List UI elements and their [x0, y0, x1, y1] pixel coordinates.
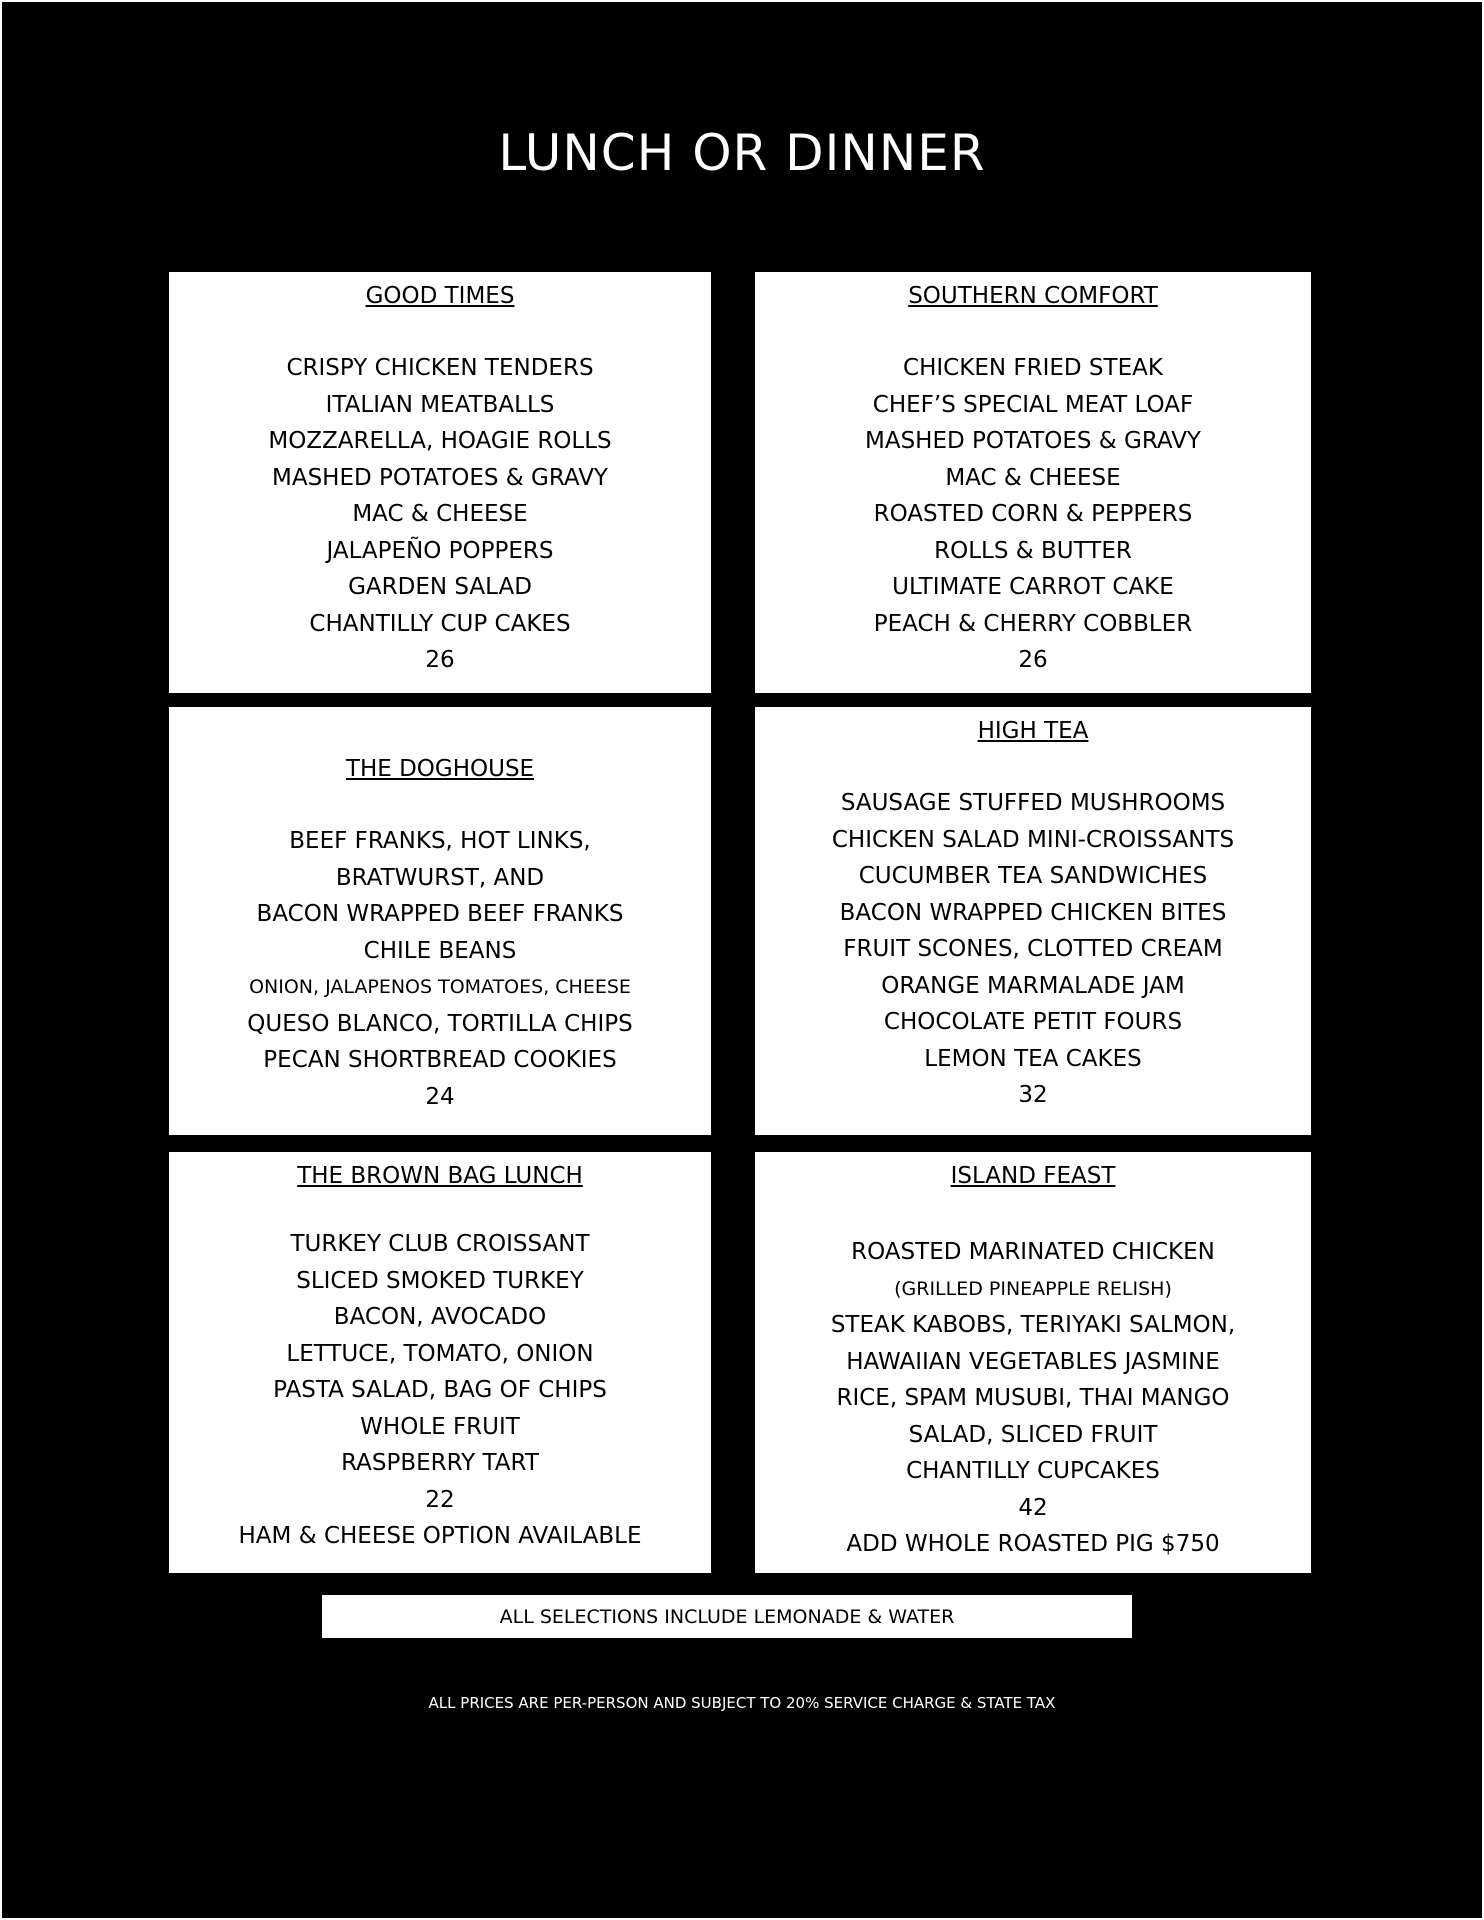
menu-price: 24	[425, 1083, 455, 1110]
menu-item: LEMON TEA CAKES	[924, 1045, 1142, 1072]
menu-item: MAC & CHEESE	[352, 501, 528, 527]
menu-item: PEACH & CHERRY COBBLER	[873, 610, 1193, 637]
menu-items	[268, 350, 611, 679]
menu-item: PECAN SHORTBREAD COOKIES	[263, 1047, 617, 1073]
menu-item: SLICED SMOKED TURKEY	[296, 1267, 584, 1294]
menu-item: ROASTED MARINATED CHICKEN	[851, 1239, 1215, 1265]
menu-card-good-times	[169, 272, 711, 693]
menu-item: ROLLS & BUTTER	[934, 537, 1132, 564]
menu-item: MASHED POTATOES & GRAVY	[272, 464, 608, 491]
menu-item: SALAD, SLICED FRUIT	[908, 1421, 1158, 1448]
menu-card-southern-comfort	[755, 272, 1311, 693]
menu-item: MASHED POTATOES & GRAVY	[865, 428, 1201, 454]
menu-item: BACON WRAPPED CHICKEN BITES	[839, 899, 1227, 926]
menu-item: RASPBERRY TART	[341, 1450, 539, 1476]
menu-title: THE DOGHOUSE	[345, 756, 535, 782]
menu-item: RICE, SPAM MUSUBI, THAI MANGO	[836, 1385, 1230, 1411]
menu-card-high-tea	[755, 707, 1311, 1135]
menu-price: 26	[1018, 647, 1048, 673]
menu-card-doghouse	[169, 707, 711, 1135]
menu-item: TURKEY CLUB CROISSANT	[290, 1231, 590, 1257]
menu-item: ROASTED CORN & PEPPERS	[873, 501, 1193, 527]
menu-title: SOUTHERN COMFORT	[908, 283, 1158, 309]
menu-item: CUCUMBER TEA SANDWICHES	[858, 863, 1208, 889]
menu-item: WHOLE FRUIT	[360, 1413, 520, 1440]
menu-items	[865, 350, 1201, 679]
included-drinks-banner: ALL SELECTIONS INCLUDE LEMONADE & WATER	[322, 1595, 1132, 1638]
menu-item: CRISPY CHICKEN TENDERS	[286, 355, 594, 381]
menu-title: THE BROWN BAG LUNCH	[297, 1163, 583, 1189]
menu-item: CHEF’S SPECIAL MEAT LOAF	[872, 391, 1194, 418]
menu-item: BACON, AVOCADO	[333, 1304, 547, 1330]
menu-item: ONION, JALAPENOS TOMATOES, CHEESE	[249, 976, 631, 998]
menu-item: QUESO BLANCO, TORTILLA CHIPS	[247, 1010, 633, 1037]
menu-item: CHILE BEANS	[363, 937, 517, 964]
menu-item: (GRILLED PINEAPPLE RELISH)	[894, 1277, 1172, 1300]
menu-card-island-feast	[755, 1152, 1311, 1573]
menu-item: CHANTILLY CUP CAKES	[309, 610, 571, 637]
menu-item: JALAPEÑO POPPERS	[326, 537, 554, 564]
menu-item: MOZZARELLA, HOAGIE ROLLS	[268, 428, 612, 454]
menu-item: ITALIAN MEATBALLS	[325, 391, 555, 418]
menu-items	[831, 1234, 1235, 1563]
pricing-disclaimer: ALL PRICES ARE PER-PERSON AND SUBJECT TO 20% SERVICE CHARGE & STATE TAX	[428, 1694, 1056, 1712]
menu-item: ULTIMATE CARROT CAKE	[892, 574, 1174, 600]
menu-item: STEAK KABOBS, TERIYAKI SALMON,	[830, 1312, 1236, 1338]
menu-item: CHOCOLATE PETIT FOURS	[883, 1009, 1183, 1035]
menu-item: BEEF FRANKS, HOT LINKS,	[289, 828, 591, 854]
menu-item: FRUIT SCONES, CLOTTED CREAM	[843, 936, 1223, 962]
page-title: LUNCH OR DINNER	[498, 124, 986, 182]
menu-price: 42	[1018, 1494, 1048, 1521]
menu-item: BRATWURST, AND	[335, 864, 545, 891]
menu-item: GARDEN SALAD	[348, 574, 532, 600]
menu-item: MAC & CHEESE	[945, 464, 1121, 491]
menu-items	[239, 1226, 642, 1555]
menu-item: CHANTILLY CUPCAKES	[906, 1458, 1160, 1484]
menu-card-brown-bag-lunch	[169, 1152, 711, 1573]
menu-items	[832, 785, 1234, 1114]
menu-item: BACON WRAPPED BEEF FRANKS	[256, 901, 624, 927]
menu-note: HAM & CHEESE OPTION AVAILABLE	[238, 1523, 642, 1549]
menu-price: 32	[1018, 1082, 1048, 1108]
menu-title: HIGH TEA	[977, 718, 1089, 744]
menu-title: ISLAND FEAST	[950, 1163, 1116, 1189]
menu-note: ADD WHOLE ROASTED PIG $750	[846, 1531, 1220, 1557]
menu-item: HAWAIIAN VEGETABLES JASMINE	[846, 1348, 1220, 1375]
menu-price: 22	[425, 1486, 455, 1513]
menu-item: CHICKEN SALAD MINI-CROISSANTS	[831, 826, 1235, 853]
menu-item: LETTUCE, TOMATO, ONION	[286, 1340, 594, 1367]
menu-item: CHICKEN FRIED STEAK	[903, 355, 1163, 381]
menu-item: SAUSAGE STUFFED MUSHROOMS	[840, 790, 1226, 816]
menu-price: 26	[425, 647, 455, 673]
menu-title: GOOD TIMES	[365, 283, 515, 309]
menu-item: PASTA SALAD, BAG OF CHIPS	[273, 1377, 607, 1403]
menu-items	[247, 823, 632, 1115]
menu-item: ORANGE MARMALADE JAM	[881, 972, 1185, 999]
